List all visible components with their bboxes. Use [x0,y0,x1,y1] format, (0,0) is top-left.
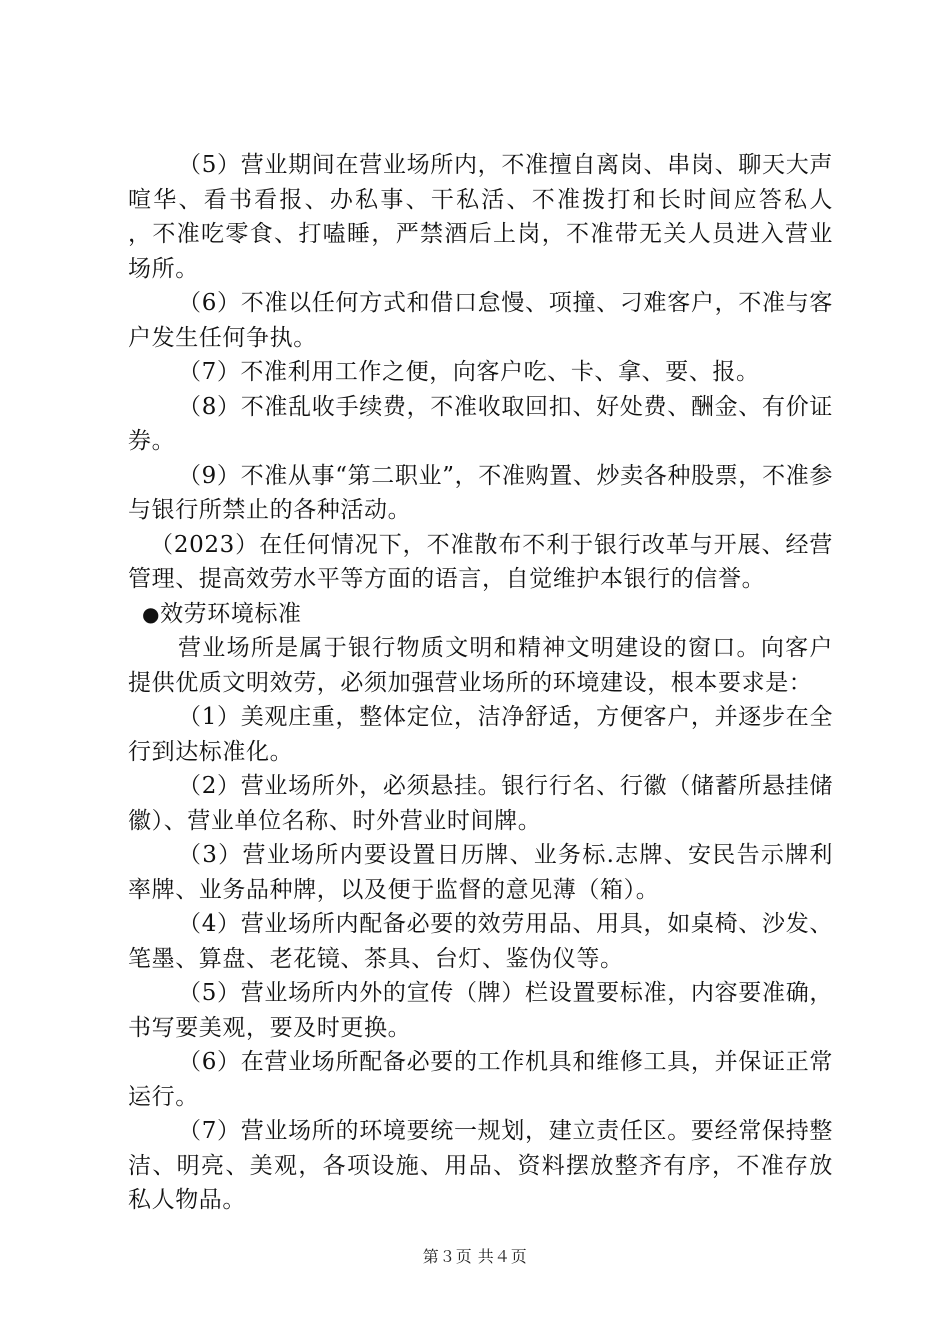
requirement-item-3: （3）营业场所内要设置日历牌、业务标.志牌、安民告示牌利率牌、业务品种牌，以及便于监督的意见薄（箱）。 [128,842,833,903]
section-heading [128,597,833,632]
page-number-footer: 第３页 共４页 [422,1247,528,1266]
requirement-item-5: （5）营业场所内外的宣传（牌）栏设置要标准，内容要准确，书写要美观，要及时更换。 [128,980,833,1041]
requirement-item-4: （4）营业场所内配备必要的效劳用品、用具，如桌椅、沙发、笔墨、算盘、老花镜、茶具、台灯、鉴伪仪等。 [128,911,833,972]
paragraph-rule-8: （8）不准乱收手续费，不准收取回扣、好处费、酬金、有价证券。 [128,393,833,454]
paragraph-rule-9: （9）不准从事“第二职业”，不准购置、炒卖各种股票，不准参与银行所禁止的各种活动。 [128,462,833,523]
requirement-item-6: （6）在营业场所配备必要的工作机具和维修工具，并保证正常运行。 [128,1049,833,1110]
paragraph-rule-7: （7）不准利用工作之便，向客户吃、卡、拿、要、报。 [178,359,760,385]
paragraph-rule-5: （5）营业期间在营业场所内，不准擅自离岗、串岗、聊天大声喧华、看书看报、办私事、干私活、不准拨打和长时间应答私人 ，不准吃零食、打嗑睡，严禁酒后上岗，不准带无关人员进入营业场所。 [128,152,881,282]
section-heading-text: 效劳环境标准 [160,600,302,627]
bullet-icon: ● [142,601,161,626]
requirement-item-1: （1）美观庄重，整体定位，洁净舒适，方便客户，并逐步在全行到达标准化。 [128,704,833,765]
requirement-item-2: （2）营业场所外，必须悬挂。银行行名、行徽（储蓄所悬挂储徽）、营业单位名称、时外营业时间牌。 [128,773,833,834]
requirement-item-7: （7）营业场所的环境要统一规划，建立责任区。要经常保持整洁、明亮、美观，各项设施、用品、资料摆放整齐有序，不准存放私人物品。 [128,1118,833,1213]
section-intro: 营业场所是属于银行物质文明和精神文明建设的窗口。向客户提供优质文明效劳，必须加强营业场所的环境建设，根本要求是： [128,635,833,696]
paragraph-rule-6: （6）不准以任何方式和借口怠慢、项撞、刁难客户，不准与客户发生任何争执。 [128,290,833,351]
document-body [128,148,881,1218]
paragraph-rule-2023: （2023）在任何情况下，不准散布不利于银行改革与开展、经营管理、提高效劳水平等方面的语言，自觉维护本银行的信誉。 [128,531,833,592]
